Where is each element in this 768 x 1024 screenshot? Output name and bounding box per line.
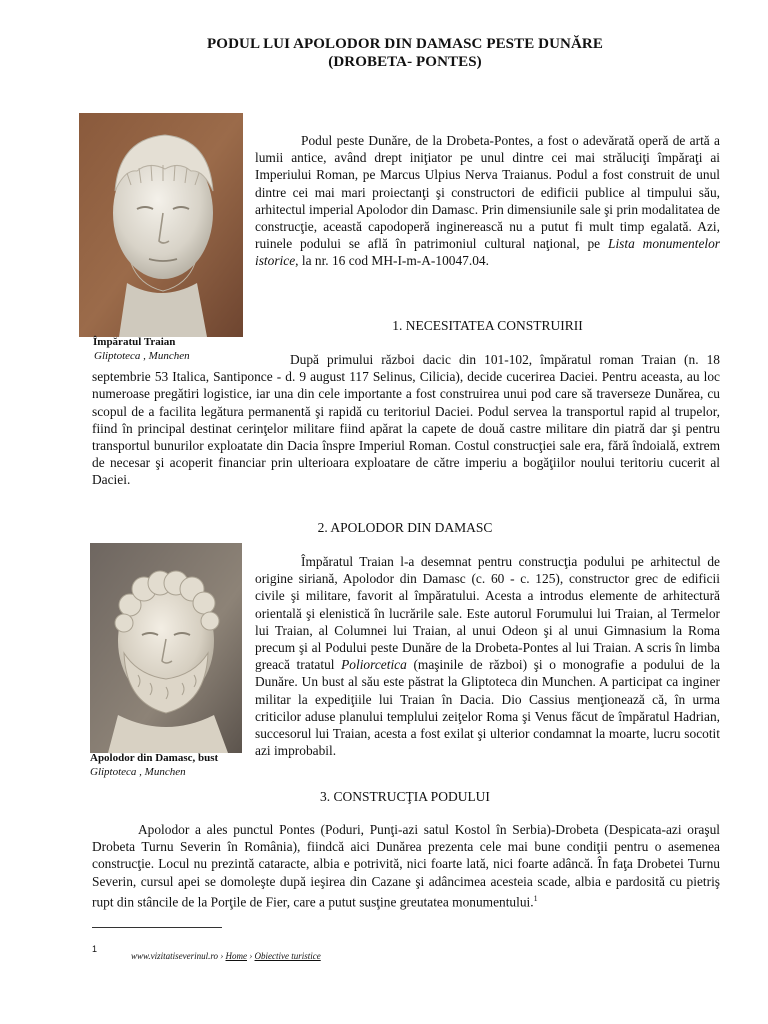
apollodorus-bust-icon — [90, 543, 242, 753]
trajan-bust-image — [79, 113, 243, 337]
footnote-site: www.vizitatiseverinul.ro — [131, 951, 218, 961]
section3-text: Apolodor a ales punctul Pontes (Poduri, Punţi-azi satul Kostol în Serbia)-Drobeta (Despicata-azi oraşul Drobeta Turnu Severin în România), fiindcă aici Dunărea prezenta cele mai bune condiţii pentru o asemenea construcţie. Locul nu prezintă cataracte, albia e potrivită, nici foarte lată, nici foarte adâncă. În faţa Drobetei Turnu Severin, cursul apei se domoleşte după ieşirea din Cazane şi adâncimea acesteia scade, albia e pardosită cu pietriş rupt din stâncile de la Porţile de Fier, care a putut susţine greutatea monumentului. — [92, 822, 720, 910]
section2-paragraph — [255, 553, 720, 759]
footnote-link-obiective[interactable]: Obiective turistice — [254, 951, 321, 961]
footnote-separator — [92, 927, 222, 928]
footnote-link-home[interactable]: Home — [225, 951, 247, 961]
section1-text: După primului război dacic din 101-102, împăratul roman Traian (n. 18 septembrie 53 Italica, Santiponce - d. 9 august 117 Selinus, Cilicia), decide cucerirea Daciei. Pentru aceasta, au loc numeroase pregătiri logistice, iar una din cele importante a fost construirea unui pod care să traverseze Dunărea, cu scopul de a facilita legătura permanentă şi rapidă cu teritoriul Daciei. Podul servea la transportul rapid al trupelor, fiind în principal destinat cerinţelor militare fiind apărat la capete de două castre militare din piatră dar şi pentru transportul bunurilor exploatate din Dacia înspre Imperiul Roman. Costul construcţiei sale era, fără îndoială, extrem de necesar şi acoperit financiar prin ulterioara exploatare de către imperiu a bogăţiilor noului teritoriu cucerit al Daciei. — [92, 352, 720, 488]
figure1-caption: Împăratul Traian — [93, 336, 176, 348]
intro-italic: Lista monumentelor istorice — [255, 236, 721, 269]
footnote-separator-1: › — [220, 951, 224, 961]
section2-heading: 2. APOLODOR DIN DAMASC — [317, 520, 493, 535]
title-line-2: (DROBETA- PONTES) — [328, 54, 482, 70]
intro-text: Podul peste Dunăre, de la Drobeta-Pontes, a fost o adevărată operă de artă a lumii antice, având drept iniţiator pe unul dintre cei mai străluciţi împăraţi ai Imperiului Roman, pe Marcus Ulpius Nerva Traianus. Podul a fost construit de unul dintre cei mai mari proiectanţi şi constructori de edificii publice al timpului său, arhitectul imperial Apolodor din Damasc. Prin dimensiunile sale şi prin modalitatea de construcţie, această capodoperă inginerească nu a putut fi mult timp egalată. Azi, ruinele podului se află în patrimoniul cultural naţional, pe — [255, 133, 720, 252]
section2-text-end: (maşinile de război) şi o monografie a podului de la Dunăre. Un bust al său este păstrat la Gliptoteca din Munchen. A participat ca inginer militar la expediţiile lui Traian în Dacia. Dio Cassius menţionează că, în urma criticilor aduse planului templului zeiţelor Roma şi Venus făcut de împăratul Hadrian, succesorul lui Traian, acesta a fost exilat şi ulterior condamnat la moarte, lucru socotit azi improbabil. — [255, 657, 720, 759]
footnote-text — [131, 951, 321, 961]
apolodor-bust-image — [90, 543, 242, 753]
section1-heading: 1. NECESITATEA CONSTRUIRII — [392, 318, 583, 333]
footnote-number: 1 — [92, 944, 98, 954]
footnote-reference[interactable]: 1 — [533, 893, 538, 903]
section1-paragraph — [92, 351, 720, 489]
section2-text: Împăratul Traian l-a desemnat pentru construcţia podului pe arhitectul de origine siriană, Apolodor din Damasc (c. 60 - c. 125), constructor grec de edificii civile şi militare, favorit al împăratului. Acesta a introdus elemente de arhitectură orientală şi elenistică în lucrările sale. Este autorul Forumului lui Traian, al Termelor lui Traian, al Columnei lui Traian, al unui Odeon şi al unui Gimnasium la Roma precum şi al Podului peste Dunăre de la Drobeta-Pontes al lui Traian. A scris în limba greacă tratatul — [255, 554, 720, 673]
title-line-1: PODUL LUI APOLODOR DIN DAMASC PESTE DUNĂRE — [207, 36, 603, 52]
figure2-source: Gliptoteca , Munchen — [90, 766, 186, 778]
figure1-source: Gliptoteca , Munchen — [94, 350, 190, 362]
intro-paragraph — [255, 132, 720, 270]
section3-heading: 3. CONSTRUCŢIA PODULUI — [320, 789, 490, 804]
section2-italic: Poliorcetica — [341, 657, 407, 673]
page-title — [90, 35, 720, 71]
section3-paragraph — [92, 821, 720, 910]
trajan-bust-icon — [79, 113, 243, 337]
footnote-separator-2: › — [249, 951, 253, 961]
intro-text-end: , la nr. 16 cod MH-I-m-A-10047.04. — [295, 253, 489, 269]
figure2-caption: Apolodor din Damasc, bust — [90, 752, 219, 764]
